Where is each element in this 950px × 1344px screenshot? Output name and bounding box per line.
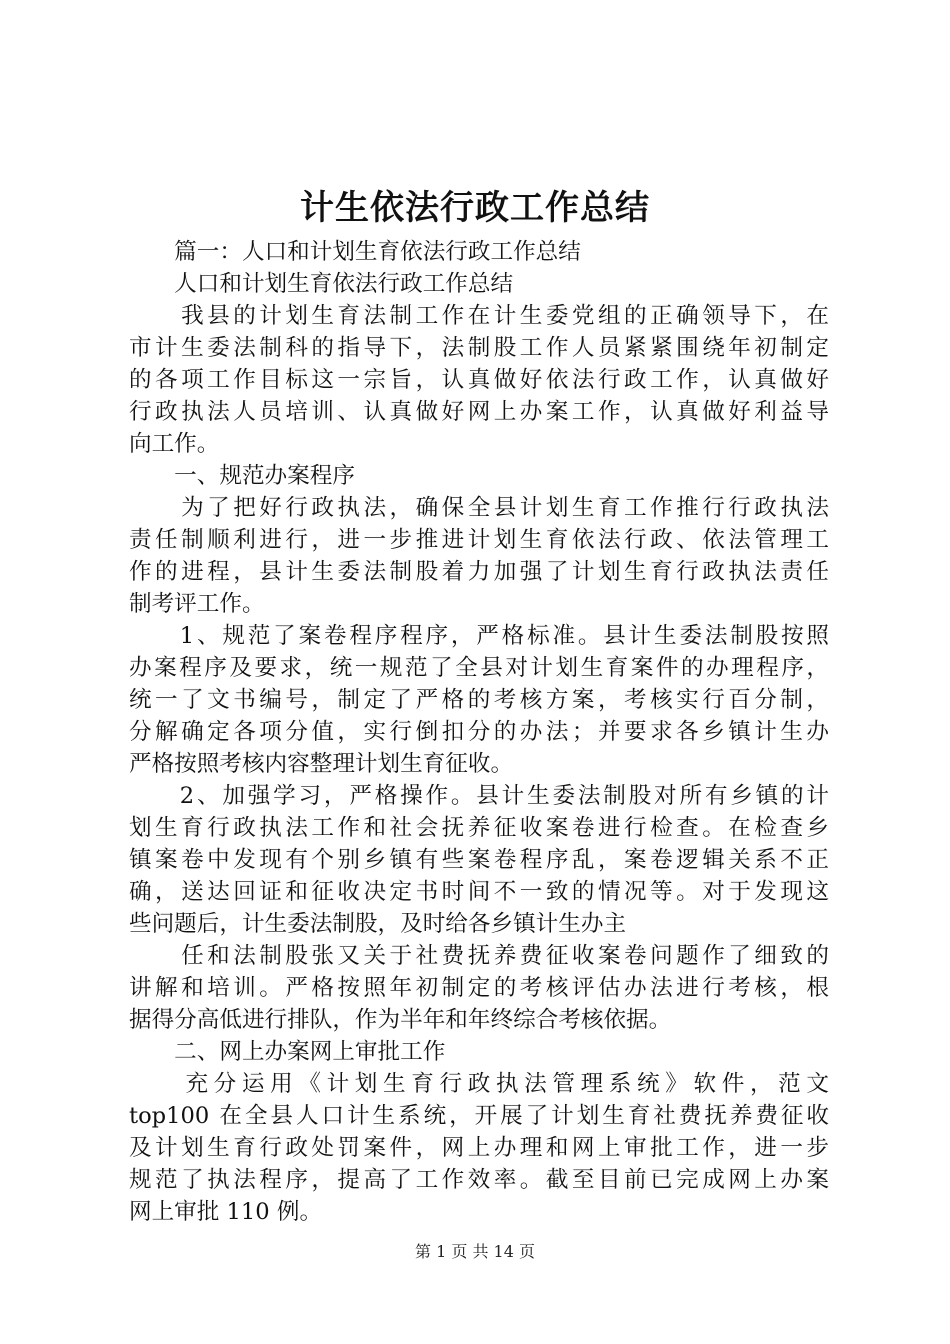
paragraph-line: 充分运用《计划生育行政执法管理系统》软件，范文 bbox=[129, 1071, 829, 1097]
paragraph-line: 规范了执法程序，提高了工作效率。截至目前已完成网上办案 bbox=[129, 1167, 829, 1193]
paragraph-line: 责任制顺利进行，进一步推进计划生育依法行政、依法管理工 bbox=[129, 527, 829, 553]
paragraph-line: 市计生委法制科的指导下，法制股工作人员紧紧围绕年初制定 bbox=[129, 335, 829, 361]
paragraph-line: 制考评工作。 bbox=[129, 591, 265, 617]
document-body bbox=[129, 236, 829, 1228]
paragraph-line: 办案程序及要求，统一规范了全县对计划生育案件的办理程序， bbox=[129, 655, 829, 681]
paragraph-line: 2、加强学习，严格操作。县计生委法制股对所有乡镇的计 bbox=[129, 783, 829, 809]
paragraph-line: 作的进程，县计生委法制股着力加强了计划生育行政执法责任 bbox=[129, 559, 829, 585]
paragraph-line: 行政执法人员培训、认真做好网上办案工作，认真做好利益导 bbox=[129, 399, 829, 425]
paragraph-line: 确，送达回证和征收决定书时间不一致的情况等。对于发现这 bbox=[129, 879, 829, 905]
paragraph-line: 二、网上办案网上审批工作 bbox=[129, 1039, 446, 1065]
paragraph-line: 我县的计划生育法制工作在计生委党组的正确领导下，在 bbox=[129, 303, 829, 329]
paragraph-line: 人口和计划生育依法行政工作总结 bbox=[129, 271, 514, 297]
paragraph-line: 任和法制股张又关于社费抚养费征收案卷问题作了细致的 bbox=[129, 943, 829, 969]
paragraph-line: 讲解和培训。严格按照年初制定的考核评估办法进行考核，根 bbox=[129, 975, 829, 1001]
paragraph-line: 篇一：人口和计划生育依法行政工作总结 bbox=[129, 239, 581, 265]
paragraph-line: 及计划生育行政处罚案件，网上办理和网上审批工作，进一步 bbox=[129, 1135, 829, 1161]
paragraph-line: 划生育行政执法工作和社会抚养征收案卷进行检查。在检查乡 bbox=[129, 815, 829, 841]
page-footer: 第 1 页 共 14 页 bbox=[415, 1242, 535, 1261]
paragraph-line: top100 在全县人口计生系统，开展了计划生育社费抚养费征收 bbox=[129, 1103, 829, 1129]
paragraph-line: 一、规范办案程序 bbox=[129, 463, 355, 489]
document-title: 计生依法行政工作总结 bbox=[300, 188, 650, 228]
paragraph-line: 统一了文书编号，制定了严格的考核方案，考核实行百分制， bbox=[129, 687, 829, 713]
paragraph-line: 1、规范了案卷程序程序，严格标准。县计生委法制股按照 bbox=[129, 623, 829, 649]
paragraph-line: 的各项工作目标这一宗旨，认真做好依法行政工作，认真做好 bbox=[129, 367, 829, 393]
paragraph-line: 为了把好行政执法，确保全县计划生育工作推行行政执法 bbox=[129, 495, 829, 521]
paragraph-line: 网上审批 110 例。 bbox=[129, 1199, 323, 1225]
paragraph-line: 向工作。 bbox=[129, 431, 220, 457]
paragraph-line: 严格按照考核内容整理计划生育征收。 bbox=[129, 751, 514, 777]
paragraph-line: 据得分高低进行排队，作为半年和年终综合考核依据。 bbox=[129, 1007, 672, 1033]
paragraph-line: 分解确定各项分值，实行倒扣分的办法；并要求各乡镇计生办 bbox=[129, 719, 829, 745]
paragraph-line: 镇案卷中发现有个别乡镇有些案卷程序乱，案卷逻辑关系不正 bbox=[129, 847, 829, 873]
paragraph-line: 些问题后，计生委法制股，及时给各乡镇计生办主 bbox=[129, 911, 627, 937]
